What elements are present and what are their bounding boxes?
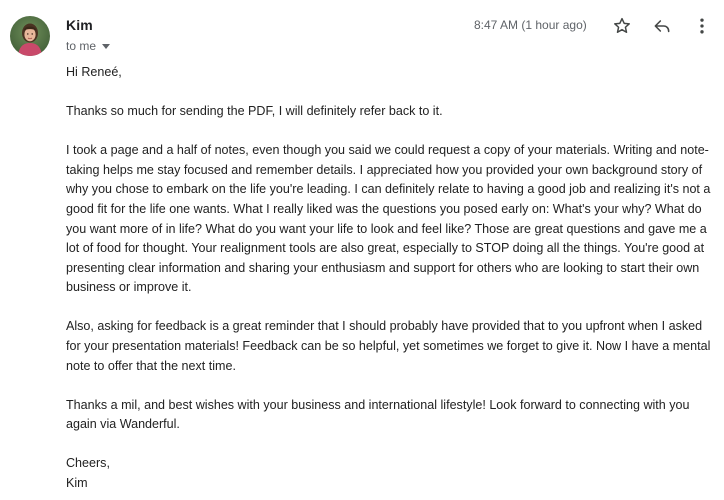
body-paragraph: I took a page and a half of notes, even though you said we could request a copy of your materials. Writing and note-taking helps me stay focused and remember details. I appreciated how you provided your own background story of why you chose to embark on the life you're leading. I can definitely relate to having a good job and realizing it's not a good fit for the life one wants. What I really liked was the questions you posed early on: What's your why? What do you want more of in life? What do you want your life to look and feel like? Those are great questions and gave me a lot of food for thought. Your realignment tools are also great, especially to STOP doing all the things. You're good at presenting clear information and sharing your enthusiasm and support for others who are looking to start their own business or improve it. (66, 143, 711, 295)
body-paragraph: Thanks a mil, and best wishes with your business and international lifestyle! Look forward to connecting with you again via Wanderful. (66, 397, 690, 432)
recipient-details-toggle[interactable] (66, 39, 110, 53)
signoff (66, 454, 716, 493)
more-options-button[interactable] (690, 14, 714, 38)
body-paragraph: Also, asking for feedback is a great reminder that I should probably have provided that to you upfront when I asked for your presentation materials! Feedback can be so helpful, yet sometimes we forget to give it. Now I have a mental note to offer that the next time. (66, 319, 711, 373)
sender-name[interactable]: Kim (66, 17, 93, 33)
star-button[interactable] (610, 14, 634, 38)
message-timestamp: 8:47 AM (1 hour ago) (474, 18, 587, 32)
message-body (66, 63, 716, 494)
sender-avatar[interactable] (10, 16, 50, 56)
body-paragraph: Thanks so much for sending the PDF, I will definitely refer back to it. (66, 104, 443, 119)
reply-button[interactable] (650, 14, 674, 38)
reply-arrow-icon (652, 16, 672, 36)
star-outline-icon (612, 16, 632, 36)
signature: Kim (66, 476, 88, 490)
greeting: Hi Reneé, (66, 65, 122, 79)
recipient-label: to me (66, 39, 97, 53)
chevron-down-icon (102, 44, 110, 49)
more-vertical-icon (692, 16, 712, 36)
closing: Cheers, (66, 456, 110, 471)
